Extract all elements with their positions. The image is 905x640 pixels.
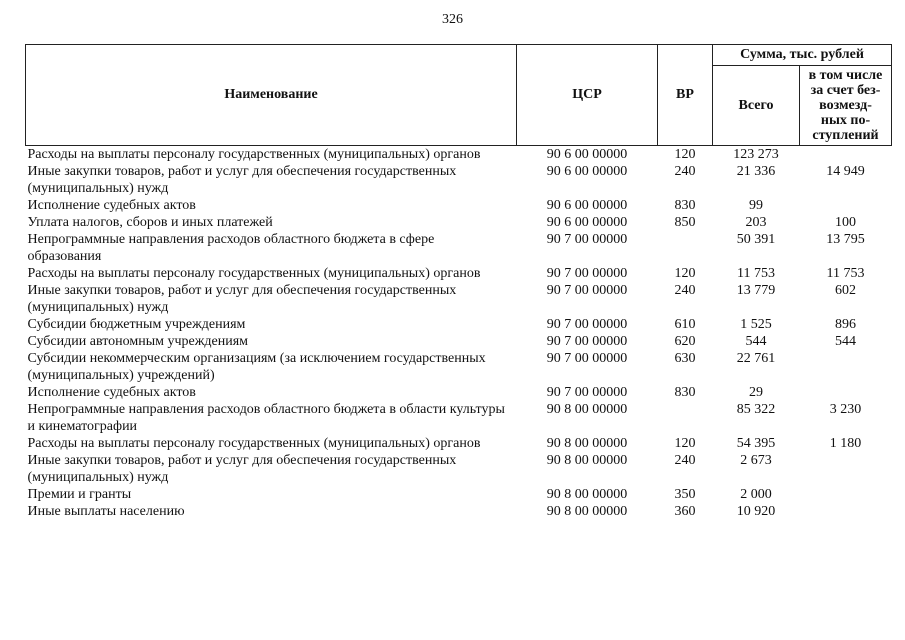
row-name: Расходы на выплаты персоналу государственных (муниципальных) органов (27, 266, 481, 281)
row-vr: 830 (674, 385, 696, 400)
row-csr: 90 6 00 00000 (546, 198, 628, 213)
table-header (26, 45, 892, 146)
table-row (26, 146, 892, 164)
row-csr: 90 6 00 00000 (546, 147, 628, 162)
table-row (26, 231, 892, 265)
row-total: 85 322 (736, 402, 776, 417)
header-csr: ЦСР (517, 45, 658, 146)
row-free: 13 795 (826, 232, 865, 247)
row-total: 1 525 (740, 317, 772, 332)
row-csr: 90 8 00 00000 (546, 436, 628, 451)
row-csr: 90 7 00 00000 (546, 317, 628, 332)
row-name: Иные закупки товаров, работ и услуг для обеспечения государственных (муниципальных) нужд (27, 453, 457, 485)
table-row (26, 282, 892, 316)
table-row (26, 401, 892, 435)
row-free (800, 452, 892, 486)
row-csr: 90 8 00 00000 (546, 453, 628, 468)
row-csr: 90 7 00 00000 (546, 385, 628, 400)
row-name: Иные выплаты населению (27, 504, 185, 519)
row-total: 99 (749, 198, 763, 213)
row-vr (658, 401, 713, 435)
row-total: 21 336 (736, 164, 776, 179)
row-name: Иные закупки товаров, работ и услуг для обеспечения государственных (муниципальных) нужд (27, 164, 457, 196)
row-vr: 850 (674, 215, 696, 230)
row-free: 100 (835, 215, 856, 230)
row-total: 123 273 (733, 147, 779, 162)
row-name: Иные закупки товаров, работ и услуг для обеспечения государственных (муниципальных) нужд (27, 283, 457, 315)
row-free (800, 384, 892, 401)
header-name: Наименование (26, 45, 517, 146)
table-row (26, 435, 892, 452)
row-name: Премии и гранты (27, 487, 132, 502)
table-row (26, 333, 892, 350)
row-csr: 90 7 00 00000 (546, 232, 628, 247)
row-name: Расходы на выплаты персоналу государственных (муниципальных) органов (27, 147, 481, 162)
row-free: 14 949 (826, 164, 865, 179)
row-name: Непрограммные направления расходов областного бюджета в сфере образования (27, 232, 435, 264)
row-total: 2 000 (740, 487, 772, 502)
table-row (26, 197, 892, 214)
row-name: Исполнение судебных актов (27, 198, 196, 213)
row-csr: 90 7 00 00000 (546, 334, 628, 349)
row-free: 602 (835, 283, 856, 298)
row-free (800, 197, 892, 214)
row-total: 22 761 (736, 351, 776, 366)
row-csr: 90 8 00 00000 (546, 402, 628, 417)
row-csr: 90 6 00 00000 (546, 215, 628, 230)
row-free (800, 146, 892, 164)
header-total: Всего (713, 66, 800, 146)
row-total: 203 (745, 215, 767, 230)
table-body (26, 146, 892, 521)
row-name: Исполнение судебных актов (27, 385, 196, 400)
row-name: Субсидии бюджетным учреждениям (27, 317, 246, 332)
row-total: 29 (749, 385, 763, 400)
row-free: 544 (835, 334, 856, 349)
row-free: 1 180 (829, 436, 862, 451)
row-name: Непрограммные направления расходов областного бюджета в области культуры и кинематографии (27, 402, 505, 434)
row-total: 13 779 (736, 283, 776, 298)
row-csr: 90 8 00 00000 (546, 487, 628, 502)
row-vr (658, 231, 713, 265)
header-free: в том числе за счет без- возмезд- ных по- ступлений (800, 66, 892, 146)
row-vr: 240 (674, 164, 696, 179)
row-vr: 830 (674, 198, 696, 213)
row-total: 10 920 (736, 504, 776, 519)
row-total: 54 395 (736, 436, 776, 451)
row-name: Расходы на выплаты персоналу государственных (муниципальных) органов (27, 436, 481, 451)
row-name: Уплата налогов, сборов и иных платежей (27, 215, 273, 230)
row-free (800, 486, 892, 503)
row-free (800, 350, 892, 384)
row-csr: 90 6 00 00000 (546, 164, 628, 179)
row-csr: 90 7 00 00000 (546, 266, 628, 281)
row-total: 11 753 (737, 266, 775, 281)
row-csr: 90 7 00 00000 (546, 283, 628, 298)
row-csr: 90 7 00 00000 (546, 351, 628, 366)
table-row (26, 384, 892, 401)
row-vr: 240 (674, 283, 696, 298)
table-row (26, 503, 892, 520)
row-total: 544 (745, 334, 767, 349)
table-row (26, 265, 892, 282)
table-row (26, 316, 892, 333)
row-csr: 90 8 00 00000 (546, 504, 628, 519)
row-free: 11 753 (826, 266, 865, 281)
row-name: Субсидии некоммерческим организациям (за исключением государственных (муниципальных) учреждений) (27, 351, 486, 383)
row-vr: 630 (674, 351, 696, 366)
budget-table (25, 44, 892, 520)
row-vr: 240 (674, 453, 696, 468)
table-row (26, 452, 892, 486)
row-vr: 120 (674, 436, 696, 451)
row-vr: 360 (674, 504, 696, 519)
row-vr: 120 (674, 147, 696, 162)
header-sum: Сумма, тыс. рублей (713, 45, 892, 66)
row-vr: 350 (674, 487, 696, 502)
row-total: 50 391 (736, 232, 776, 247)
row-vr: 120 (674, 266, 696, 281)
row-free: 896 (835, 317, 856, 332)
page-number: 326 (442, 12, 463, 27)
row-vr: 620 (674, 334, 696, 349)
row-vr: 610 (674, 317, 696, 332)
table-row (26, 214, 892, 231)
row-name: Субсидии автономным учреждениям (27, 334, 249, 349)
table-row (26, 163, 892, 197)
row-total: 2 673 (740, 453, 772, 468)
row-free (800, 503, 892, 520)
row-free: 3 230 (829, 402, 862, 417)
table-row (26, 486, 892, 503)
table-row (26, 350, 892, 384)
header-vr: ВР (658, 45, 713, 146)
